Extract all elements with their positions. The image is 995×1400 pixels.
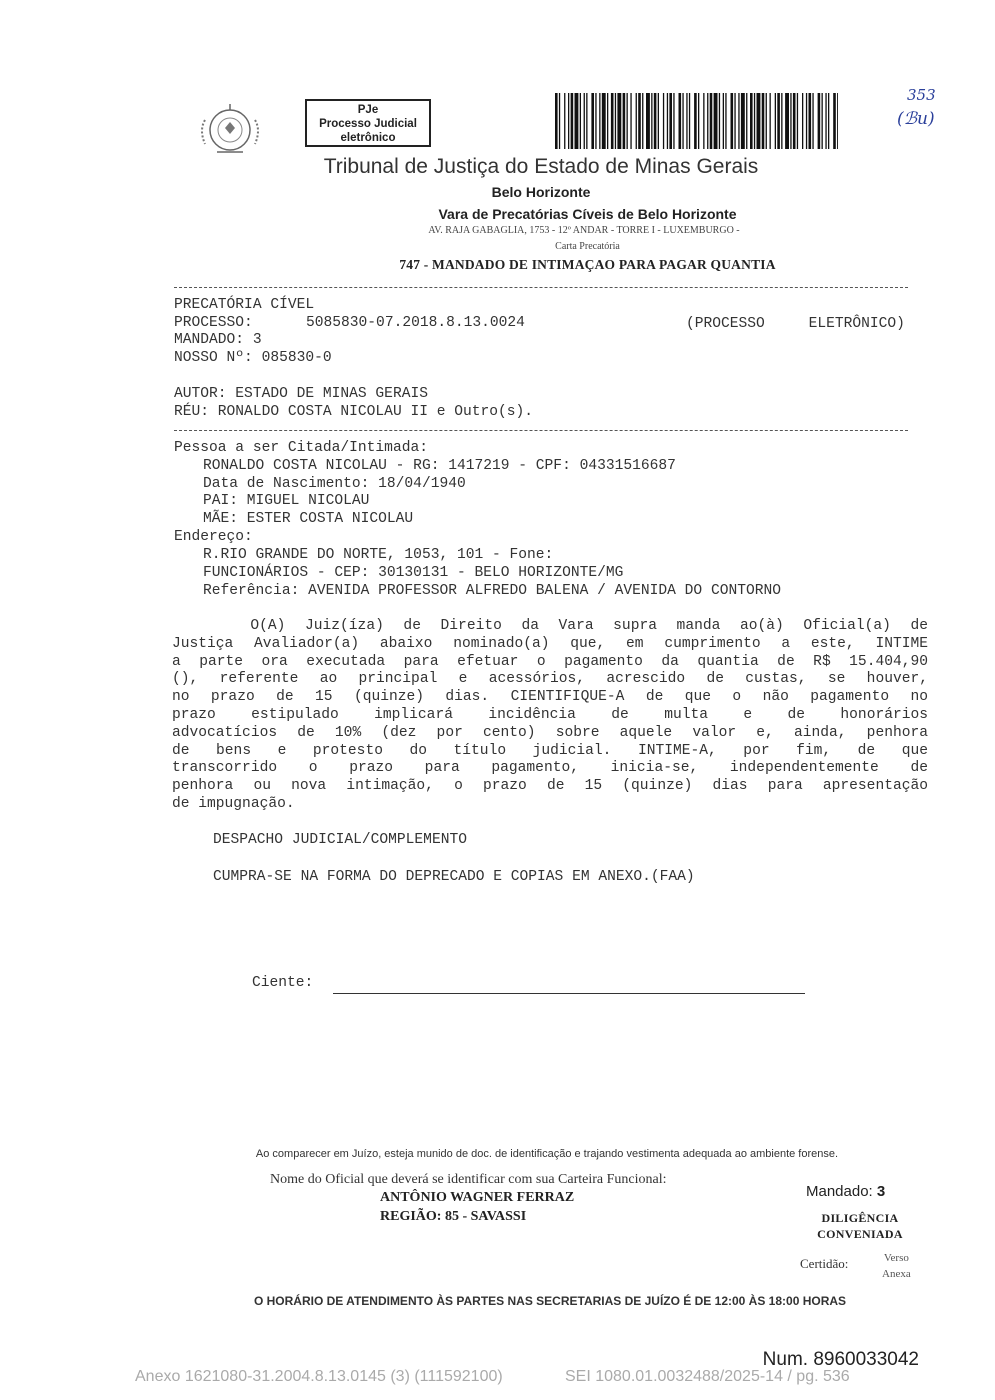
- barcode-bar: [658, 93, 659, 149]
- certidao-label: Certidão:: [800, 1256, 849, 1271]
- document-number: Num. 8960033042: [762, 1349, 919, 1370]
- signature-line: [333, 993, 805, 994]
- mandado-number: MANDADO: 3: [174, 332, 262, 348]
- pje-label-box: [305, 99, 431, 147]
- despacho-heading: DESPACHO JUDICIAL/COMPLEMENTO: [213, 832, 467, 848]
- body-line: transcorrido o prazo para pagamento, inicia-se, independentemente de: [172, 760, 928, 777]
- handwritten-page-annotation: [893, 84, 953, 134]
- handwritten-initials: (ℬu): [897, 109, 935, 129]
- barcode-bar: [586, 93, 587, 149]
- office-hours-notice: O HORÁRIO DE ATENDIMENTO ÀS PARTES NAS SECRETARIAS DE JUÍZO É DE 12:00 ÀS 18:00 HORAS: [253, 1294, 847, 1308]
- mandado-label: Mandado:: [806, 1183, 873, 1200]
- barcode-bar: [818, 93, 821, 149]
- barcode-bar: [731, 93, 734, 149]
- barcode-bar: [754, 93, 755, 149]
- oficial-region: REGIÃO: 85 - SAVASSI: [380, 1209, 527, 1224]
- barcode-bar: [714, 93, 718, 149]
- barcode-bar: [777, 93, 780, 149]
- barcode-bar: [809, 93, 812, 149]
- despacho-text: CUMPRA-SE NA FORMA DO DEPRECADO E COPIAS EM ANEXO.(FAA): [213, 869, 695, 885]
- vara-name: Vara de Precatórias Cíveis de Belo Horizonte: [438, 206, 737, 222]
- person-father: PAI: MIGUEL NICOLAU: [203, 493, 370, 509]
- body-line: O(A) Juiz(íza) de Direito da Vara supra manda ao(à) Oficial(a) de: [172, 618, 929, 634]
- body-line: (), referente ao principal e acessórios, acrescido de custas, se houver,: [172, 671, 928, 688]
- barcode-bar: [568, 93, 569, 149]
- barcode-bar: [663, 93, 664, 149]
- barcode-bar: [825, 93, 826, 149]
- body-line: no prazo de 15 (quinze) dias. CIENTIFIQUE-A de que o não pagamento no: [172, 689, 928, 706]
- barcode-bar: [615, 93, 616, 149]
- pje-line-1: PJe: [357, 104, 379, 116]
- barcode-bar: [607, 93, 608, 149]
- barcode-bar: [571, 93, 574, 149]
- address-reference: Referência: AVENIDA PROFESSOR ALFREDO BALENA / AVENIDA DO CONTORNO: [203, 583, 782, 599]
- barcode-bar: [642, 93, 643, 149]
- body-line: prazo estipulado implicará incidência de multa e de honorários: [172, 706, 928, 723]
- person-birth: Data de Nascimento: 18/04/1940: [203, 476, 466, 492]
- city-name: Belo Horizonte: [491, 184, 591, 200]
- barcode-bar: [667, 93, 668, 149]
- processo-type: (PROCESSO ELETRÔNICO): [686, 316, 905, 332]
- barcode-bar: [822, 93, 823, 149]
- handwritten-number: 353: [907, 86, 936, 104]
- barcode-bar: [790, 93, 791, 149]
- reu: RÉU: RONALDO COSTA NICOLAU II e Outro(s).: [174, 404, 534, 420]
- mandado-body-paragraph: [172, 618, 928, 814]
- person-heading: Pessoa a ser Citada/Intimada:: [174, 440, 428, 456]
- pje-line-3: eletrônico: [340, 132, 396, 144]
- barcode-bar: [797, 93, 798, 149]
- barcode-bar: [833, 93, 836, 149]
- oficial-name: ANTÔNIO WAGNER FERRAZ: [380, 1190, 575, 1205]
- processo-number: 5085830-07.2018.8.13.0024: [306, 315, 525, 331]
- court-address: AV. RAJA GABAGLIA, 1753 - 12º ANDAR - TORRE I - LUXEMBURGO -: [428, 225, 740, 236]
- barcode-bar: [611, 93, 614, 149]
- person-name-line: RONALDO COSTA NICOLAU - RG: 1417219 - CPF: 04331516687: [203, 458, 676, 474]
- barcode-bar: [623, 93, 626, 149]
- sei-reference: SEI 1080.01.0032488/2025-14 / pg. 536: [565, 1368, 850, 1385]
- barcode-bar: [703, 93, 704, 149]
- barcode-bar: [555, 93, 558, 149]
- diligencia-line-2: CONVENIADA: [817, 1227, 903, 1241]
- barcode-bar: [584, 93, 585, 149]
- endereco-label: Endereço:: [174, 529, 253, 545]
- barcode-bar: [757, 93, 761, 149]
- barcode-bar: [636, 93, 637, 149]
- barcode-bar: [802, 93, 803, 149]
- diligencia-label: [806, 1210, 914, 1242]
- barcode-bar: [698, 93, 699, 149]
- anexo-reference: Anexo 1621080-31.2004.8.13.0145 (3) (111592100): [135, 1368, 503, 1385]
- barcode-bar: [559, 93, 560, 149]
- court-title: Tribunal de Justiça do Estado de Minas Gerais: [323, 155, 759, 178]
- barcode-bar: [580, 93, 581, 149]
- body-line: Justiça Avaliador(a) abaixo nominado(a) que, em cumprimento a este, INTIME: [172, 635, 928, 652]
- barcode-bar: [785, 93, 789, 149]
- barcode-bar: [595, 93, 596, 149]
- barcode-bar: [617, 93, 621, 149]
- barcode-bar: [837, 93, 838, 149]
- barcode-bar: [812, 93, 813, 149]
- case-type: PRECATÓRIA CÍVEL: [174, 297, 315, 313]
- body-line: de impugnação.: [172, 795, 295, 812]
- barcode-bar: [723, 93, 724, 149]
- ciente-label: Ciente:: [252, 975, 314, 991]
- barcode-bar: [602, 93, 606, 149]
- barcode-bar: [793, 93, 796, 149]
- barcode-bar: [686, 93, 687, 149]
- address-line-1: R.RIO GRANDE DO NORTE, 1053, 101 - Fone:: [203, 547, 554, 563]
- barcode-bar: [682, 93, 683, 149]
- barcode-bar: [806, 93, 807, 149]
- barcode-bar: [638, 93, 641, 149]
- body-line: penhora ou nova intimação, o prazo de 15 (quinze) dias para apresentação: [172, 778, 928, 795]
- address-line-2: FUNCIONÁRIOS - CEP: 30130131 - BELO HORIZONTE/MG: [203, 565, 624, 581]
- barcode-bar: [564, 93, 565, 149]
- barcode-bar: [750, 93, 753, 149]
- barcode-bar: [630, 93, 631, 149]
- dashed-divider: [174, 430, 908, 431]
- mandado-box: [806, 1183, 885, 1200]
- processo-label: PROCESSO:: [174, 315, 253, 331]
- barcode-bar: [725, 93, 726, 149]
- barcode-bar: [669, 93, 672, 149]
- mandado-box-number: 3: [876, 1183, 886, 1200]
- body-line: advocatícios de 10% (dez por cento) sobre aquele valor e, ainda, penhora: [172, 724, 928, 741]
- barcode-bar: [575, 93, 579, 149]
- barcode-bar: [770, 93, 771, 149]
- mandado-title: 747 - MANDADO DE INTIMAÇAO PARA PAGAR QUANTIA: [399, 257, 776, 272]
- body-line: de bens e protesto do título judicial. INTIME-A, por fim, de que: [172, 742, 928, 759]
- barcode-bar: [738, 93, 739, 149]
- barcode-bar: [627, 93, 628, 149]
- barcode-bar: [679, 93, 682, 149]
- barcode-bar: [599, 93, 600, 149]
- barcode-bar: [654, 93, 657, 149]
- nosso-number: NOSSO Nº: 085830-0: [174, 350, 332, 366]
- verso-anexa: [882, 1250, 911, 1282]
- barcode-bar: [741, 93, 745, 149]
- barcode-bar: [673, 93, 674, 149]
- verso-line-2: Anexa: [882, 1268, 911, 1280]
- barcode-bar: [591, 93, 594, 149]
- barcode-bar: [775, 93, 776, 149]
- courtroom-attire-note: Ao comparecer em Juízo, esteja munido de doc. de identificação e trajando vestimenta adequada ao ambiente forense.: [255, 1148, 839, 1160]
- barcode-bar: [734, 93, 735, 149]
- pje-line-2: Processo Judicial: [319, 118, 417, 130]
- oficial-label: Nome do Oficial que deverá se identificar com sua Carteira Funcional:: [270, 1172, 667, 1187]
- barcode-bar: [689, 93, 690, 149]
- coat-of-arms-emblem: [195, 100, 265, 162]
- barcode-bar: [762, 93, 765, 149]
- dashed-divider: [174, 287, 908, 288]
- barcode-bar: [694, 93, 697, 149]
- verso-line-1: Verso: [883, 1252, 909, 1264]
- barcode-bar: [707, 93, 708, 149]
- barcode: [555, 93, 838, 149]
- barcode-bar: [710, 93, 713, 149]
- barcode-bar: [646, 93, 650, 149]
- autor: AUTOR: ESTADO DE MINAS GERAIS: [174, 386, 428, 402]
- body-line: a parte ora executada para efetuar o pagamento da quantia de R$ 15.404,90: [172, 653, 928, 670]
- barcode-bar: [746, 93, 747, 149]
- barcode-bar: [828, 93, 829, 149]
- barcode-bar: [781, 93, 782, 149]
- person-mother: MÃE: ESTER COSTA NICOLAU: [203, 511, 414, 527]
- carta-precatoria-label: Carta Precatória: [555, 241, 620, 252]
- barcode-bar: [766, 93, 767, 149]
- barcode-bar: [719, 93, 720, 149]
- diligencia-line-1: DILIGÊNCIA: [821, 1211, 899, 1225]
- barcode-bar: [651, 93, 652, 149]
